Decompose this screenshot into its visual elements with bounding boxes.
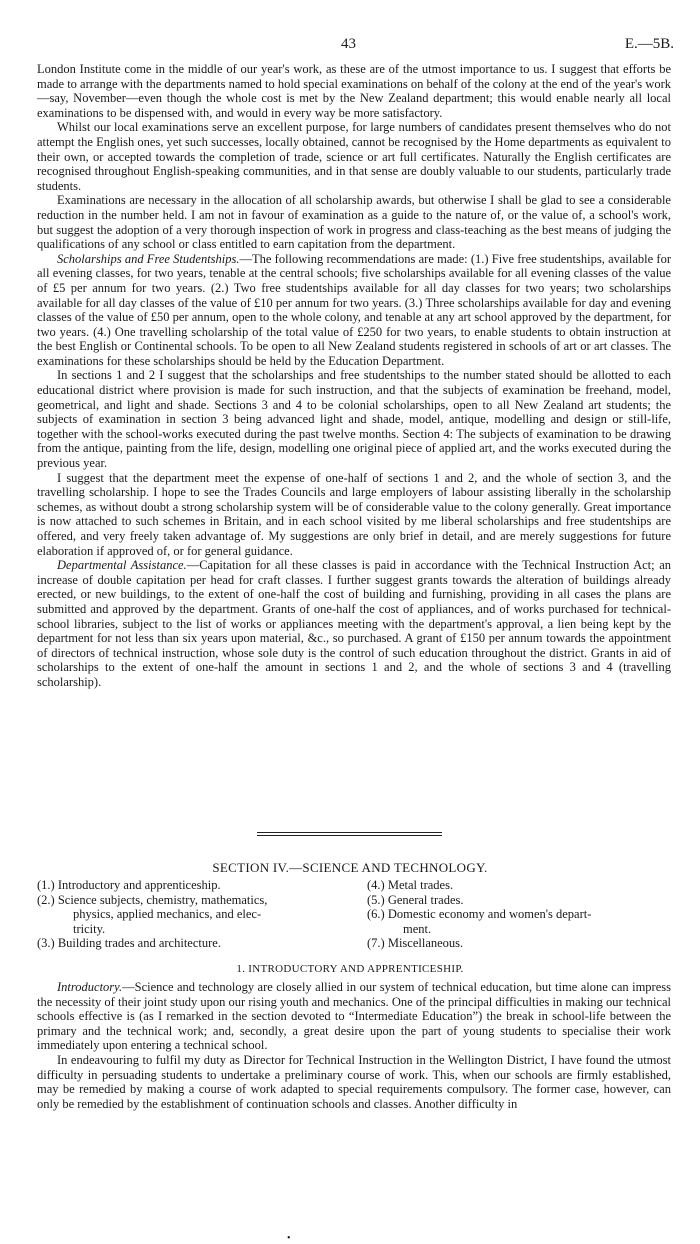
contents-item: (6.) Domestic economy and women's depart- — [367, 907, 592, 921]
contents-item: (1.) Introductory and apprenticeship. — [37, 878, 221, 892]
contents-item-continuation: ment. — [403, 921, 432, 936]
top-paragraph: Examinations are necessary in the allocation of all scholarship awards, but otherwise I shall be glad to see a considerable reduction in the number held. I am not in favour of examination as a guide to the nature of, or the value of, a school's work, but suggest the adoption of a very thorough inspection of work in progress and class-teaching as the best means of judging the qualifications of any school or class entitled to earn capitation from the department. — [37, 193, 671, 252]
bottom-paragraph: Introductory.—Science and technology are closely allied in our system of technical education, but time alone can impress the necessity of their joint study upon our rising youth and mechanics. One of the principal difficulties in making our technical schools effective is (as I remarked in the section devoted to “Intermediate Education”) the break in school-life between the primary and the technical work; and, secondly, a great desire upon the part of young students to specialise their work immediately upon entering a technical school. — [37, 980, 671, 1053]
page-header — [0, 36, 700, 54]
top-paragraph: London Institute come in the middle of our year's work, as these are of the utmost importance to us. I suggest that efforts be made to arrange with the departments named to hold special examinations on behalf of the colony at the end of the year's work—say, November—even though the whole cost is met by the New Zealand department; this would enable nearly all local examinations to be dispensed with, and would in every way be more satisfactory. — [37, 62, 671, 120]
contents-right-column — [367, 878, 671, 951]
contents-item: (2.) Science subjects, chemistry, mathematics, — [37, 892, 268, 907]
contents-item: (5.) General trades. — [367, 892, 464, 907]
footer-mark: • — [287, 1233, 291, 1244]
document-series-code: E.—5B. — [624, 36, 674, 52]
bottom-paragraph: In endeavouring to fulfil my duty as Director for Technical Instruction in the Wellington District, I have found the utmost difficulty in persuading students to undertake a preliminary course of work. This, when our schools are firmly established, may be remedied by making a course of work adapted to special requirements compulsory. The former case, however, can only be remedied by the establishment of continuation schools and classes. Another difficulty in — [37, 1052, 671, 1111]
contents-item-continuation: physics, applied mechanics, and elec- — [73, 907, 262, 921]
page-number: 43 — [341, 36, 356, 52]
top-paragraph: Scholarships and Free Studentships.—The following recommendations are made: (1.) Five free studentships, available for all evening classes, for two years, tenable at the central schools; five scholarships available for all evening classes of the value of £5 per annum for two years. (2.) Two free studentships available for all day classes for two years; two scholarships available for all day classes of the value of £10 per annum for two years. (3.) Three scholarships available for day and evening classes of the value of £50 per annum, open to the whole colony, and tenable at any art school approved by the department, for two years. (4.) One travelling scholarship of the total value of £250 for two years, to enable students to obtain instruction at the best English or Continental schools. To be open to all New Zealand students registered in schools of art or art classes. The examinations for these scholarships should be held by the Education Department. — [37, 251, 672, 368]
contents-left-column — [37, 878, 337, 951]
top-paragraph: I suggest that the department meet the expense of one-half of sections 1 and 2, and the whole of section 3, and the travelling scholarship. I hope to see the Trades Councils and large employers of labour assisting liberally in the scholarship schemes, as without doubt a strong scholarship system will be of considerable value to the colony generally. Great importance is now attached to such schemes in Britain, and in each school visited by me liberal scholarships and free studentships are offered, and very freely taken advantage of. My suggestions are only brief in detail, and are merely suggestions for future elaboration if approved of, or for general guidance. — [37, 470, 671, 558]
contents-item: (3.) Building trades and architecture. — [37, 936, 221, 950]
top-paragraph: Whilst our local examinations serve an excellent purpose, for large numbers of candidates present themselves who do not attempt the English ones, yet such successes, locally obtained, cannot be recognised by the Home departments as equivalent to their own, or accepted towards the completion of trade, science or art full certificates. Naturally the English certificates are recognised throughout English-speaking communities, and in that sense are doubly valuable to our students, particularly trade students. — [37, 120, 671, 193]
body-text-top — [37, 62, 671, 690]
top-paragraph: In sections 1 and 2 I suggest that the scholarships and free studentships to the number stated should be allotted to each educational district where provision is made for such instruction, and that the subjects of examination be freehand, model, geometrical, and light and shade. Sections 3 and 4 to be colonial scholarships, open to all New Zealand art students; the subjects of examination in section 3 being advanced light and shade, model, antique, modelling and design or still-life, together with the school-works executed during the past twelve months. Section 4: The subjects of examination to be drawing from the antique, painting from the life, design, modelling one original piece of applied art, and the works executed during the previous year. — [37, 368, 671, 471]
contents-item-continuation: tricity. — [73, 921, 106, 936]
body-text-bottom — [37, 980, 671, 1111]
section-divider-double — [257, 835, 442, 836]
top-paragraph: Departmental Assistance.—Capitation for all these classes is paid in accordance with the Technical Instruction Act; an increase of double capitation per head for craft classes. I further suggest grants towards the alteration of buildings already erected, or new buildings, to the extent of one-half the cost of building and furnishing, providing in all cases the plans are submitted and approved by the department. Grants of one-half the cost of appliances, and of works purchased for technical-school libraries, subject to the list of works or appliances meeting with the department's approval, a lien being kept by the department for not less than six years upon material, &c., so purchased. A grant of £150 per annum towards the appointment of directors of technical instruction, whose sole duty is the control of such education throughout the district. Grants in aid of scholarships to the extent of one-half the amount in sections 1 and 2, and the whole of sections 3 and 4 (travelling scholarship). — [37, 558, 671, 689]
contents-item: (4.) Metal trades. — [367, 878, 454, 892]
subsection-title: 1. INTRODUCTORY AND APPRENTICESHIP. — [236, 963, 464, 975]
section-divider — [257, 832, 442, 833]
section-title: SECTION IV.—SCIENCE AND TECHNOLOGY. — [212, 860, 488, 875]
contents-item: (7.) Miscellaneous. — [367, 936, 464, 950]
